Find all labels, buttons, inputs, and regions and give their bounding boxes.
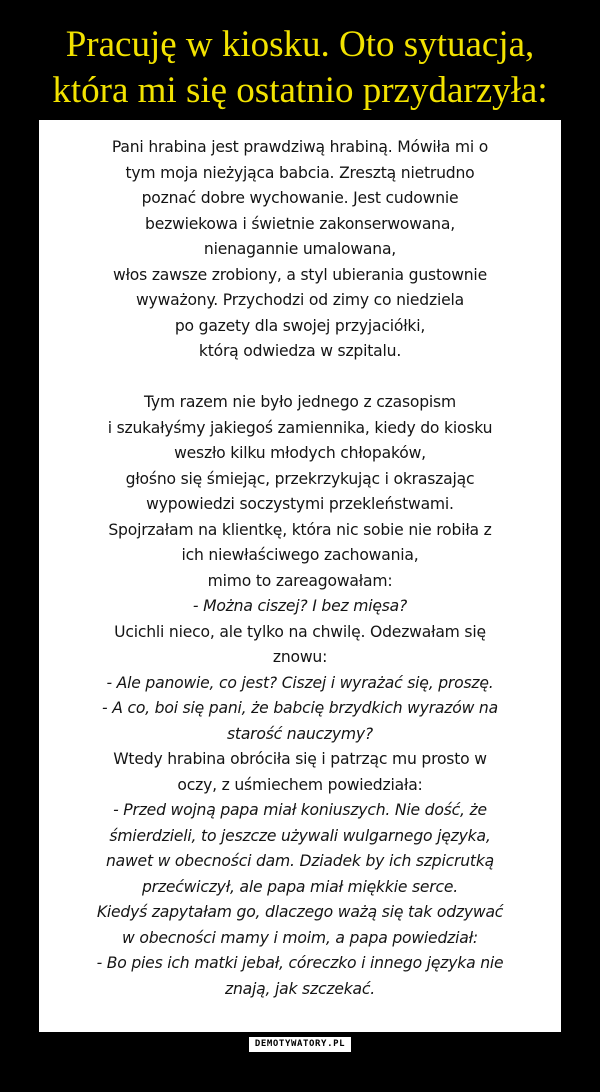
story-line: ich niewłaściwego zachowania,: [181, 546, 419, 564]
dialogue-line: - A co, boi się pani, że babcię brzydkich wyrazów na: [102, 699, 498, 717]
dialogue-line: - Ale panowie, co jest? Ciszej i wyrażać się, proszę.: [106, 673, 494, 692]
story-card: [39, 120, 561, 1032]
story-line: którą odwiedza w szpitalu.: [198, 342, 402, 360]
title-line-1: Pracuję w kiosku. Oto sytuacja,: [65, 24, 535, 65]
story-line: znowu:: [272, 648, 328, 666]
title-line-2: która mi się ostatnio przydarzyła:: [52, 70, 548, 111]
story-line: mimo to zareagowałam:: [207, 571, 393, 590]
dialogue-line: Kiedyś zapytałam go, dlaczego ważą się tak odzywać: [96, 903, 504, 921]
dialogue-line: - Przed wojną papa miał koniuszych. Nie dość, że: [113, 801, 487, 819]
story-line: weszło kilku młodych chłopaków,: [174, 444, 426, 462]
story-line: Spojrzałam na klientkę, która nic sobie nie robiła z: [108, 520, 492, 539]
dialogue-line: śmierdzieli, to jeszcze używali wulgarnego języka,: [109, 826, 491, 845]
dialogue-line: w obecności mamy i moim, a papa powiedział:: [122, 928, 478, 947]
story-line: Wtedy hrabina obróciła się i patrząc mu prosto w: [113, 750, 487, 768]
dialogue-line: - Można ciszej? I bez mięsa?: [192, 597, 408, 615]
story-line: włos zawsze zrobiony, a styl ubierania gustownie: [113, 265, 487, 284]
story-line: tym moja nieżyjąca babcia. Zresztą nietrudno: [125, 163, 475, 182]
dialogue-line: - Bo pies ich matki jebał, córeczko i innego języka nie: [96, 954, 504, 972]
paragraph-gap: [39, 365, 561, 391]
story-line: Ucichli nieco, ale tylko na chwilę. Odezwałam się: [114, 622, 486, 641]
story-line: po gazety dla swojej przyjaciółki,: [174, 316, 426, 335]
story-line: wypowiedzi soczystymi przekleństwami.: [146, 495, 454, 513]
dialogue-line: znają, jak szczekać.: [224, 979, 376, 998]
story-line: wyważony. Przychodzi od zimy co niedziela: [135, 291, 464, 309]
story-line: Pani hrabina jest prawdziwą hrabiną. Mówiła mi o: [111, 138, 489, 156]
dialogue-line: nawet w obecności dam. Dziadek by ich szpicrutką: [105, 852, 495, 870]
story-line: bezwiekowa i świetnie zakonserwowana,: [145, 214, 455, 233]
story-line: nienagannie umalowana,: [203, 240, 397, 258]
story-line: oczy, z uśmiechem powiedziała:: [177, 775, 423, 794]
watermark-label: DEMOTYWATORY.PL: [249, 1037, 351, 1052]
dialogue-line: przećwiczył, ale papa miał miękkie serce.: [141, 877, 459, 896]
dialogue-line: starość nauczymy?: [226, 724, 373, 743]
story-line: poznać dobre wychowanie. Jest cudownie: [141, 189, 459, 207]
site-watermark: [0, 1033, 600, 1052]
story-line: głośno się śmiejąc, przekrzykując i okraszając: [125, 469, 475, 488]
story-line: Tym razem nie było jednego z czasopism: [144, 393, 456, 411]
demotivator-title: [0, 22, 600, 114]
story-line: i szukałyśmy jakiegoś zamiennika, kiedy do kiosku: [107, 418, 493, 437]
story-text: [39, 135, 561, 1002]
